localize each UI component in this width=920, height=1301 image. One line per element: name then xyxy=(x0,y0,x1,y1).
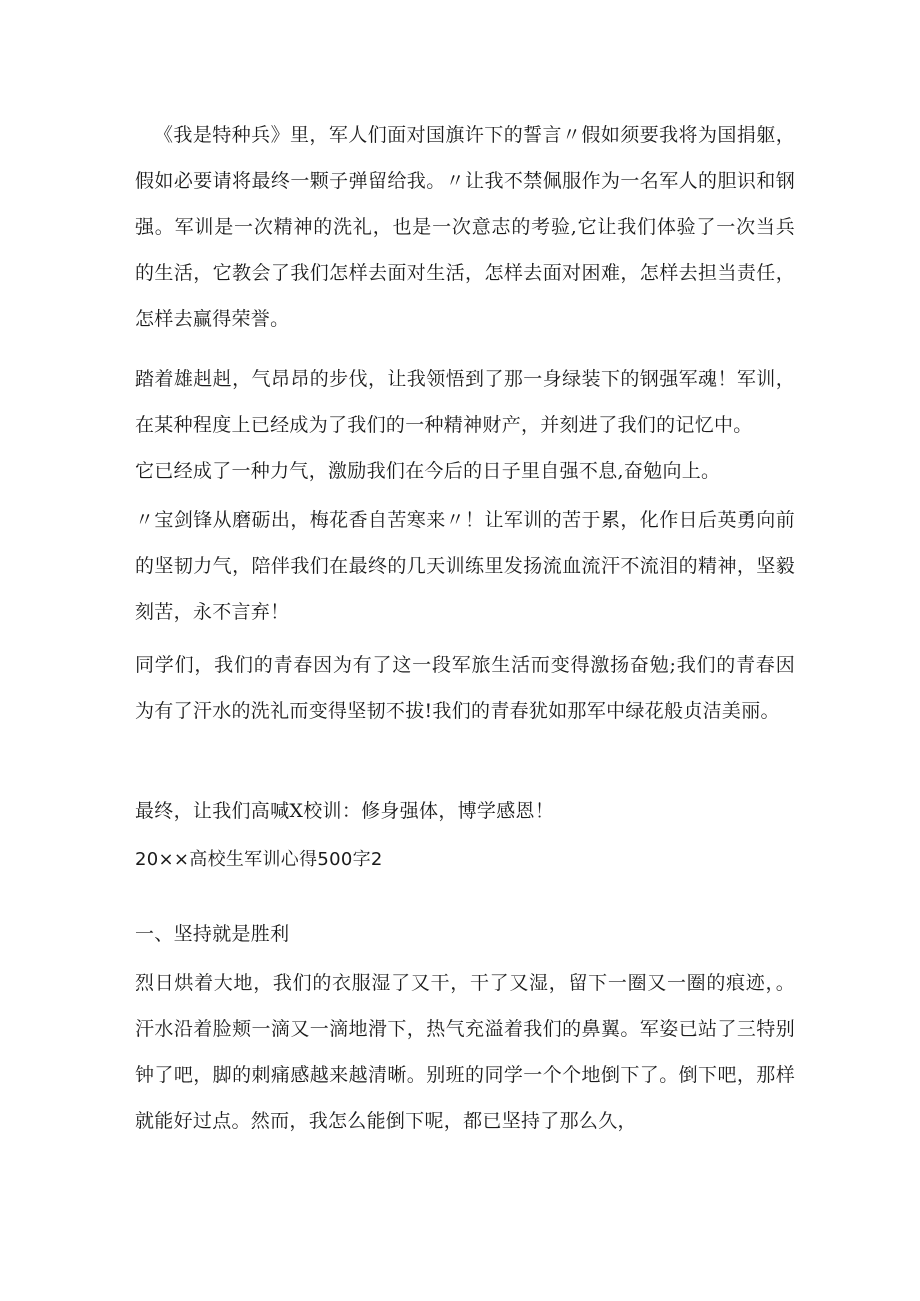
paragraph-youth: 同学们，我们的青春因为有了这一段军旅生活而变得激扬奋勉;我们的青春因为有了汗水的洗礼而变得坚韧不拔!我们的青春犹如那军中绿花般贞洁美丽。 xyxy=(135,654,795,722)
subheading-persistence: 一、坚持就是胜利 xyxy=(135,923,290,945)
paragraph-sword-quote: 〃宝剑锋从磨砺出，梅花香自苦寒来〃！让军训的苦于累，化作日后英勇向前的坚韧力气，陪伴我们在最终的几天训练里发扬流血流汗不流泪的精神，坚毅刻苦，永不言弃！ xyxy=(135,509,795,623)
paragraph-oath: 《我是特种兵》里，军人们面对国旗许下的誓言〃假如须要我将为国捐躯，假如必要请将最终一颗子弹留给我。〃让我不禁佩服作为一名军人的胆识和钢强。军训是一次精神的洗礼，也是一次意志的考验,它让我们体验了一次当兵的生活，它教会了我们怎样去面对生活，怎样去面对困难，怎样去担当责任，怎样去赢得荣誉。 xyxy=(135,124,795,330)
paragraph-military-soul: 踏着雄赳赳，气昂昂的步伐，让我领悟到了那一身绿装下的钢强军魂！军训，在某种程度上已经成为了我们的一种精神财产，并刻进了我们的记忆中。 xyxy=(135,368,795,436)
paragraph-strength: 它已经成了一种力气，激励我们在今后的日子里自强不息,奋勉向上。 xyxy=(135,460,721,482)
section-title: 20××高校生军训心得500字2 xyxy=(135,849,383,870)
paragraph-training-heat: 烈日烘着大地，我们的衣服湿了又干，干了又湿，留下一圈又一圈的痕迹，。汗水沿着脸颊一滴又一滴地滑下，热气充溢着我们的鼻翼。军姿已站了三特别钟了吧，脚的刺痛感越来越清晰。别班的同学一个个地倒下了。倒下吧，那样就能好过点。然而，我怎么能倒下呢，都已坚持了那么久， xyxy=(135,972,795,1132)
paragraph-school-motto: 最终，让我们高喊X校训：修身强体，博学感恩！ xyxy=(135,800,555,822)
